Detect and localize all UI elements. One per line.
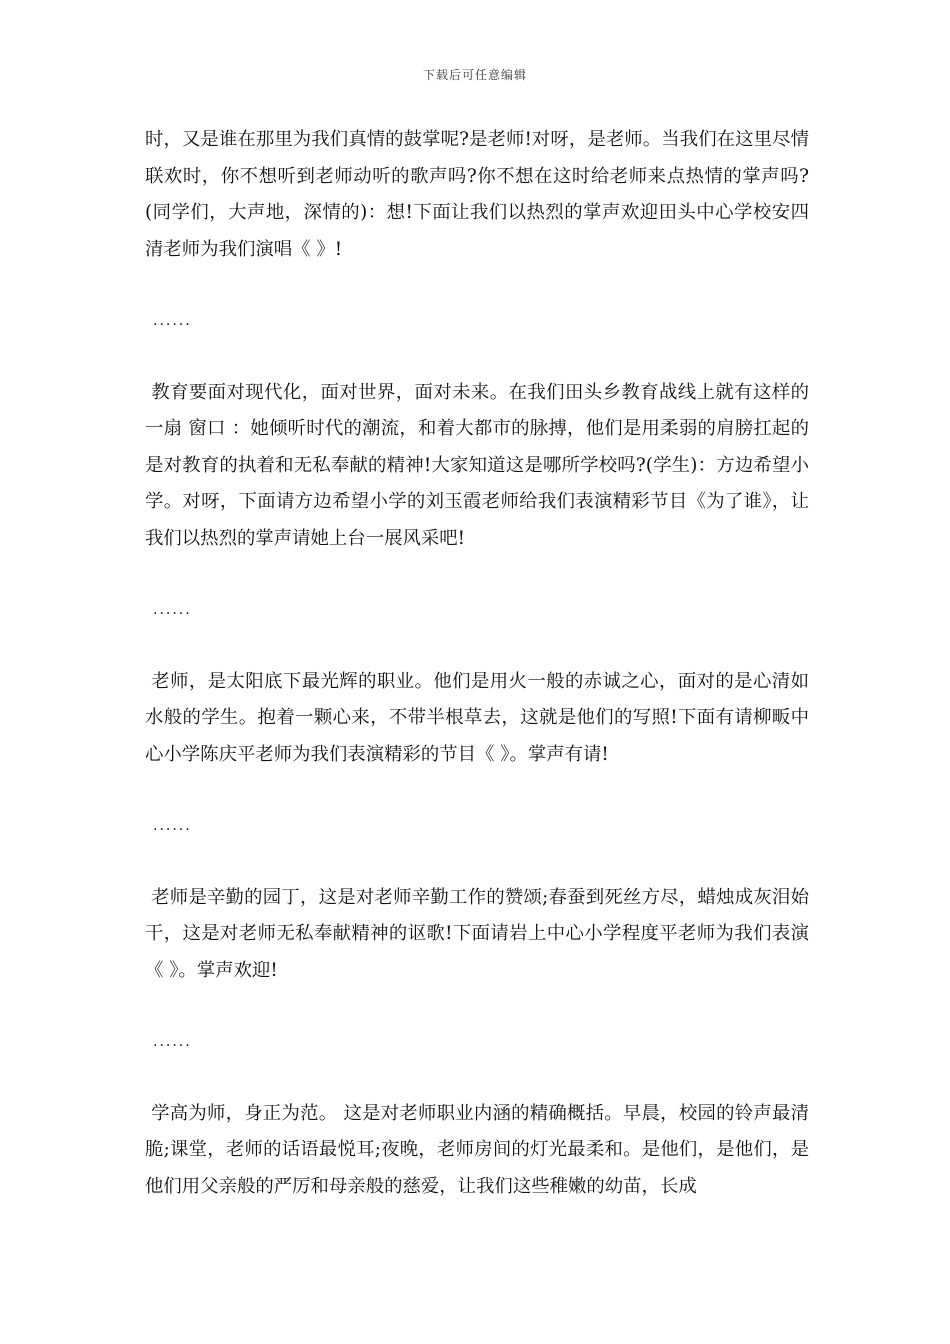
ellipsis-separator-4: ......: [153, 1034, 192, 1050]
paragraph-5: 学高为师，身正为范。 这是对老师职业内涵的精确概括。早晨，校园的铃声最清脆;课堂，老师的话语最悦耳;夜晚，老师房间的灯光最柔和。是他们，是他们，是他们用父亲般的严厉和母亲般的慈爱，让我们这些稚嫩的幼苗，长成: [145, 1102, 809, 1197]
paragraph-spacer: [145, 1061, 809, 1096]
page-header: 下载后可任意编辑: [422, 68, 527, 82]
paragraph-spacer: [145, 557, 809, 592]
ellipsis-separator-1: ......: [153, 313, 192, 329]
paragraph-spacer: [145, 845, 809, 880]
paragraph-spacer: [145, 989, 809, 1024]
paragraph-4: 老师是辛勤的园丁，这是对老师辛勤工作的赞颂;春蚕到死丝方尽，蜡烛成灰泪始干，这是对老师无私奉献精神的讴歌!下面请岩上中心小学程度平老师为我们表演《 》。掌声欢迎!: [145, 886, 809, 981]
paragraph-spacer: [145, 773, 809, 808]
paragraph-3: 老师，是太阳底下最光辉的职业。他们是用火一般的赤诚之心，面对的是心清如水般的学生。抱着一颗心来，不带半根草去，这就是他们的写照!下面有请柳畈中心小学陈庆平老师为我们表演精彩的节目《 》。掌声有请!: [145, 670, 809, 765]
document-body: [145, 122, 809, 1205]
ellipsis-separator-2: ......: [153, 602, 192, 618]
paragraph-spacer: [145, 340, 809, 375]
paragraph-1: 时，又是谁在那里为我们真情的鼓掌呢?是老师!对呀，是老师。当我们在这里尽情联欢时，你不想听到老师动听的歌声吗?你不想在这时给老师来点热情的掌声吗?(同学们，大声地，深情的)：想!下面让我们以热烈的掌声欢迎田头中心学校安四清老师为我们演唱《 》!: [145, 129, 809, 260]
paragraph-spacer: [145, 629, 809, 664]
ellipsis-separator-3: ......: [153, 818, 192, 834]
paragraph-2: 教育要面对现代化，面对世界，面对未来。在我们田头乡教育战线上就有这样的一扇 窗口 ：她倾听时代的潮流，和着大都市的脉搏，他们是用柔弱的肩膀扛起的是对教育的执着和无私奉献的精神!大家知道这是哪所学校吗?(学生)：方边希望小学。对呀，下面请方边希望小学的刘玉霞老师给我们表演精彩节目《为了谁》，让我们以热烈的掌声请她上台一展风采吧!: [145, 381, 809, 549]
paragraph-spacer: [145, 268, 809, 303]
